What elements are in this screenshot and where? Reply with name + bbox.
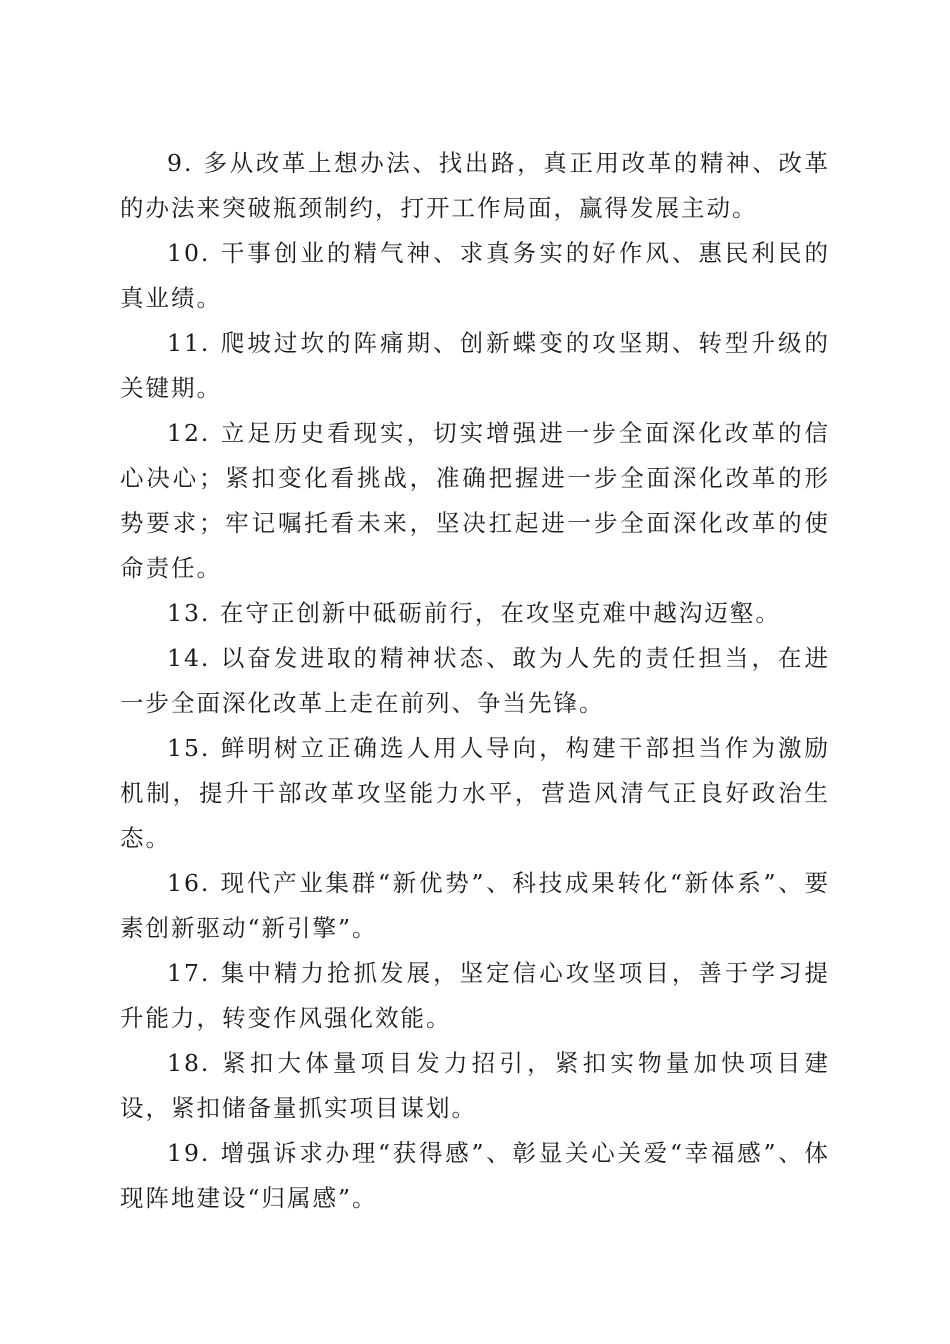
list-item: 10. 干事创业的精气神、求真务实的好作风、惠民利民的真业绩。 xyxy=(120,239,830,312)
list-item: 13. 在守正创新中砥砺前行，在攻坚克难中越沟迈壑。 xyxy=(167,599,781,627)
list-item: 18. 紧扣大体量项目发力招引，紧扣实物量加快项目建设，紧扣储备量抓实项目谋划。 xyxy=(120,1049,830,1122)
list-item: 15. 鲜明树立正确选人用人导向，构建干部担当作为激励机制，提升干部改革攻坚能力水平，营造风清气正良好政治生态。 xyxy=(120,734,830,852)
list-item: 12. 立足历史看现实，切实增强进一步全面深化改革的信心决心；紧扣变化看挑战，准确把握进一步全面深化改革的形势要求；牢记嘱托看未来，坚决扛起进一步全面深化改革的使命责任。 xyxy=(120,419,830,582)
list-item: 11. 爬坡过坎的阵痛期、创新蝶变的攻坚期、转型升级的关键期。 xyxy=(120,329,830,402)
document-page xyxy=(120,141,830,1221)
list-item: 16. 现代产业集群“新优势”、科技成果转化“新体系”、要素创新驱动“新引擎”。 xyxy=(120,869,830,942)
list-item: 17. 集中精力抢抓发展，坚定信心攻坚项目，善于学习提升能力，转变作风强化效能。 xyxy=(120,959,830,1032)
list-item: 19. 增强诉求办理“获得感”、彰显关心关爱“幸福感”、体现阵地建设“归属感”。 xyxy=(120,1139,830,1212)
list-item: 9. 多从改革上想办法、找出路，真正用改革的精神、改革的办法来突破瓶颈制约，打开工作局面，赢得发展主动。 xyxy=(120,149,830,222)
list-item: 14. 以奋发进取的精神状态、敢为人先的责任担当，在进一步全面深化改革上走在前列、争当先锋。 xyxy=(120,644,830,717)
